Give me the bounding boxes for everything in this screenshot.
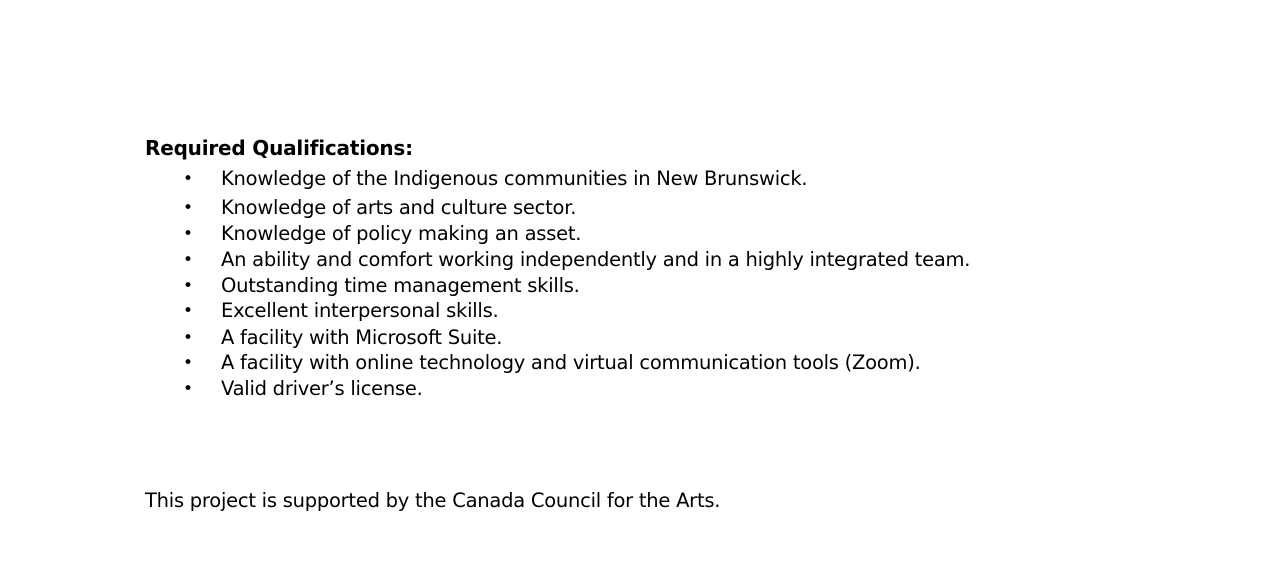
list-item-text: Knowledge of policy making an asset. [221, 222, 582, 245]
bullet-icon: • [183, 379, 193, 399]
bullet-icon: • [183, 224, 193, 244]
section-heading: Required Qualifications: [145, 136, 413, 160]
list-item-text: Knowledge of the Indigenous communities in New Brunswick. [221, 167, 808, 190]
bullet-icon: • [183, 276, 193, 296]
list-item-text: Valid driver’s license. [221, 377, 423, 400]
bullet-icon: • [183, 250, 193, 270]
bullet-icon: • [183, 169, 193, 189]
bullet-icon: • [183, 328, 193, 348]
list-item-text: A facility with online technology and virtual communication tools (Zoom). [221, 351, 921, 374]
list-item-text: Outstanding time management skills. [221, 274, 580, 297]
bullet-icon: • [183, 198, 193, 218]
bullet-icon: • [183, 301, 193, 321]
footer-note: This project is supported by the Canada Council for the Arts. [145, 489, 721, 512]
list-item-text: Excellent interpersonal skills. [221, 299, 499, 322]
list-item-text: A facility with Microsoft Suite. [221, 326, 503, 349]
bullet-icon: • [183, 353, 193, 373]
list-item-text: An ability and comfort working independently and in a highly integrated team. [221, 248, 971, 271]
list-item-text: Knowledge of arts and culture sector. [221, 196, 577, 219]
